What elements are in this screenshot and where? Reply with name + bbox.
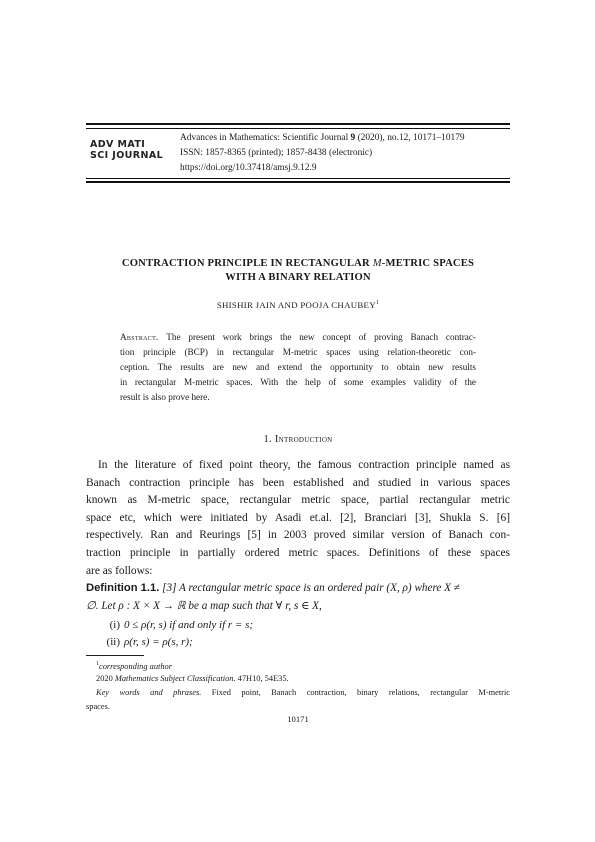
- paper-title-line1: CONTRACTION PRINCIPLE IN RECTANGULAR M-METRIC SPACES: [121, 258, 475, 269]
- header-rule-bottom-thin: [86, 178, 510, 179]
- definition-1-1: [86, 580, 510, 615]
- abstract-line: tion principle (BCP) in rectangular M-metric spaces using relation-theoretic con-: [120, 347, 476, 357]
- definition-line: Definition 1.1. [3] A rectangular metric space is an ordered pair (X, ρ) where X ≠: [86, 582, 460, 594]
- body-line: known as M-metric space, rectangular metric space, partial rectangular metric: [86, 494, 510, 507]
- footnote-rule: [86, 655, 144, 656]
- definition-item: (i) 0 ≤ ρ(r, s) if and only if r = s;: [109, 619, 254, 631]
- definition-item: (ii) ρ(r, s) = ρ(s, r);: [106, 636, 193, 648]
- footnote-keywords: Key words and phrases. Fixed point, Banach contraction, binary relations, rectangular M-metric: [96, 688, 510, 697]
- abstract: [120, 330, 476, 405]
- header-rule-bottom: [86, 181, 510, 183]
- paper-title-line2: WITH A BINARY RELATION: [225, 272, 371, 283]
- journal-logo: ADV MATI SCI JOURNAL: [90, 139, 164, 161]
- body-line: space etc, which were initiated by Asadi et.al. [2], Branciari [3], Shukla S. [6]: [86, 511, 510, 524]
- abstract-line: in rectangular M-metric spaces. With the help of some examples validity of the: [120, 377, 476, 387]
- definition-line: ∅. Let ρ : X × X → ℝ be a map such that ∀ r, s ∈ X,: [86, 599, 322, 612]
- body-line: respectively. Ran and Reurings [5] in 2003 proved similar version of Banach con-: [86, 529, 510, 542]
- abstract-line: result is also prove here.: [120, 392, 210, 402]
- intro-paragraph: [86, 457, 510, 580]
- page-number: 10171: [287, 714, 309, 724]
- paper-authors: SHISHIR JAIN AND POOJA CHAUBEY$^1$: [216, 300, 380, 310]
- abstract-line: Abstract. The present work brings the new concept of proving Banach contrac-: [120, 332, 476, 342]
- journal-issn: ISSN: 1857-8365 (printed); 1857-8438 (electronic): [180, 148, 373, 158]
- body-line: are as follows:: [86, 564, 153, 577]
- header-rule-top: [86, 123, 510, 125]
- header-rule-top-thin: [86, 128, 510, 129]
- footnote-keywords-cont: spaces.: [86, 702, 110, 711]
- footnote-msc: 2020 Mathematics Subject Classification. 47H10, 54E35.: [96, 674, 289, 683]
- abstract-line: ception. The results are new and extend the opportunity to obtain new results: [120, 362, 476, 372]
- definition-heading: Definition 1.1.: [86, 582, 160, 594]
- section-heading: 1. Introduction: [263, 434, 333, 445]
- journal-citation: Advances in Mathematics: Scientific Journal 9 (2020), no.12, 10171–10179: [180, 133, 465, 143]
- body-line: traction principle in partially ordered metric spaces. Definitions of these spaces: [86, 546, 510, 559]
- body-line: In the literature of fixed point theory, the famous contraction principle named as: [98, 459, 510, 471]
- abstract-label: Abstract.: [120, 332, 159, 342]
- journal-doi-link[interactable]: https://doi.org/10.37418/amsj.9.12.9: [180, 163, 317, 173]
- body-line: Banach contraction principle has been established and studied in various spaces: [86, 476, 510, 489]
- footnote-corresponding: $^1$corresponding author: [96, 661, 172, 671]
